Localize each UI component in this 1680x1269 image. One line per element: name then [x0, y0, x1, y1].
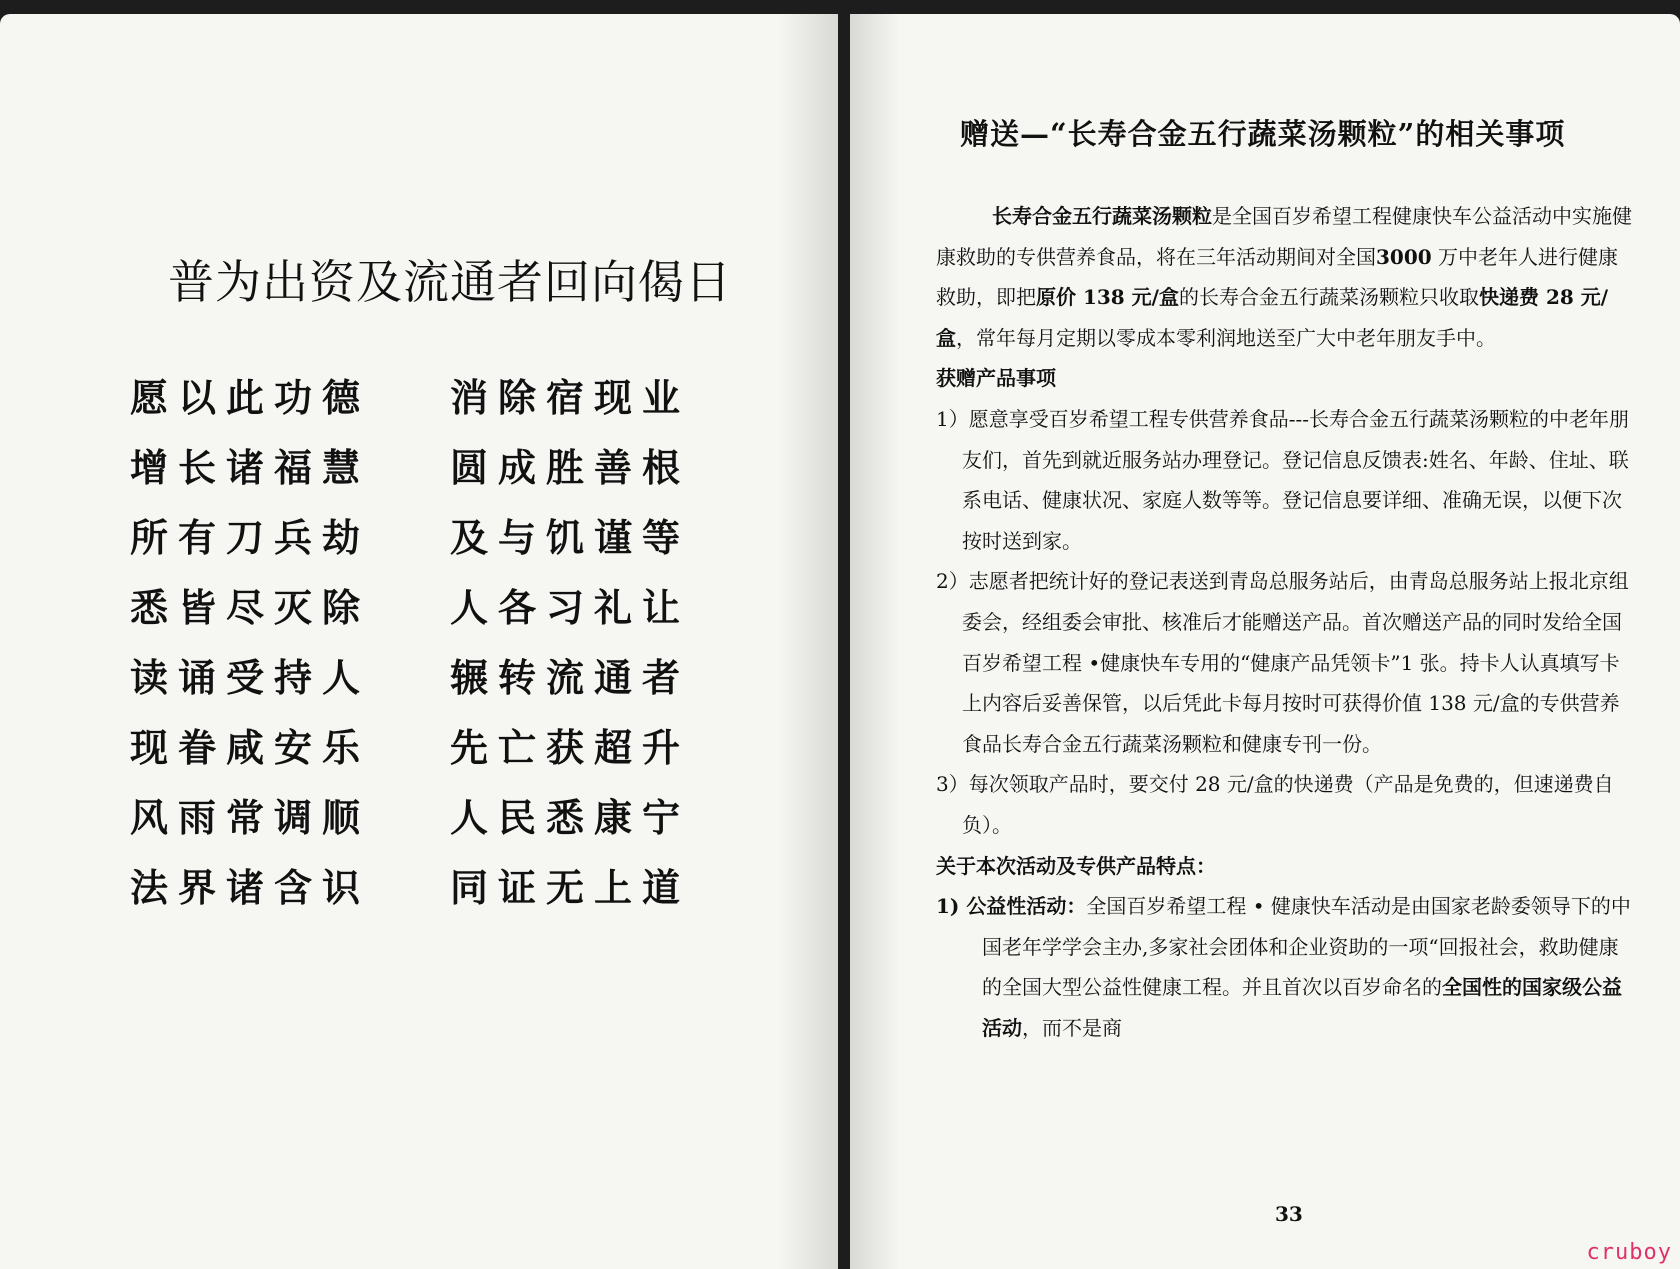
verse-row [130, 639, 730, 709]
left-page [0, 14, 838, 1269]
section-heading: 获赠产品事项 [936, 366, 1056, 391]
original-price: 原价 138 元/盒 [1036, 285, 1179, 310]
spine-shadow [850, 14, 900, 1269]
list-item: 2）志愿者把统计好的登记表送到青岛总服务站后，由青岛总服务站上报北京组委会，经组委会审批、核准后才能赠送产品。首次赠送产品的同时发给全国百岁希望工程 •健康快车专用的“健康产品凭领卡”1 张。持卡人认真填写卡上内容后妥善保管，以后凭此卡每月按时可获得价值 138 元/盒的专供营养食品长寿合金五行蔬菜汤颗粒和健康专刊一份。 [936, 569, 1629, 756]
watermark: cruboy [1586, 1240, 1672, 1265]
verse-line-right: 同证无上道 [450, 864, 691, 910]
intro-text: 是全国百岁希望工程健康快车公益活动中实施健康救助的专供营养食品，将在三年活动期间对全国 [936, 204, 1632, 269]
verse-line-right: 人各习礼让 [450, 584, 691, 630]
list-item: 1）愿意享受百岁希望工程专供营养食品---长寿合金五行蔬菜汤颗粒的中老年朋友们，首先到就近服务站办理登记。登记信息反馈表:姓名、年龄、住址、联系电话、健康状况、家庭人数等等。登记信息要详细、准确无误，以便下次按时送到家。 [936, 406, 1629, 553]
verse-line-right: 消除宿现业 [450, 374, 691, 420]
verse-line-right: 圆成胜善根 [450, 444, 691, 490]
verse-line-left: 法界诸含识 [130, 864, 371, 910]
verse-line-left: 悉皆尽灭除 [130, 584, 371, 630]
product-name: 长寿合金五行蔬菜汤颗粒 [992, 204, 1212, 228]
verse-row [130, 359, 730, 429]
verse-grid [130, 359, 730, 919]
count: 3000 [1376, 244, 1432, 269]
verse-row [130, 849, 730, 919]
page-title: 赠送—“长寿合金五行蔬菜汤颗粒”的相关事项 [960, 117, 1566, 151]
page-number: 33 [1275, 1202, 1303, 1226]
right-page [850, 14, 1680, 1269]
verse-line-left: 读诵受持人 [130, 654, 371, 700]
verse-title: 普为出资及流通者回向偈日 [168, 255, 732, 309]
verse-row [130, 569, 730, 639]
verse-line-right: 人民悉康宁 [450, 794, 691, 840]
list-item: 3）每次领取产品时，要交付 28 元/盒的快递费（产品是免费的，但速递费自负）。 [936, 772, 1614, 837]
verse-line-left: 愿以此功德 [130, 374, 371, 420]
verse-row [130, 429, 730, 499]
delivery-fee: 快递费 28 元/盒 [936, 285, 1609, 350]
verse-row [130, 499, 730, 569]
section-heading: 关于本次活动及专供产品特点： [936, 853, 1216, 878]
item-emphasis: 全国性的国家级公益活动 [982, 975, 1622, 1040]
intro-text: 万中老年人进行健康救助，即把 [936, 244, 1619, 310]
intro-text: ，常年每月定期以零成本零利润地送至广大中老年朋友手中。 [956, 325, 1496, 350]
item-label: 1) 公益性活动： [936, 894, 1087, 919]
verse-line-left: 增长诸福慧 [130, 444, 371, 490]
verse-line-left: 现眷咸安乐 [130, 724, 371, 770]
verse-line-right: 先亡获超升 [450, 724, 691, 770]
verse-line-right: 辗转流通者 [450, 654, 691, 700]
intro-text: 的长寿合金五行蔬菜汤颗粒只收取 [1178, 285, 1479, 310]
verse-line-left: 所有刀兵劫 [130, 514, 371, 560]
spine-shadow [778, 14, 838, 1269]
verse-row [130, 779, 730, 849]
list-item [936, 886, 1632, 1048]
item-text: 全国百岁希望工程 • 健康快车活动是由国家老龄委领导下的中国老年学学会主办,多家社会团体和企业资助的一项“回报社会，救助健康的全国大型公益性健康工程。并且首次以百岁命名的 [982, 894, 1631, 1000]
item-text: ，而不是商 [1022, 1015, 1122, 1040]
verse-line-left: 风雨常调顺 [130, 794, 371, 840]
page-body [936, 196, 1632, 1048]
verse-row [130, 709, 730, 779]
verse-line-right: 及与饥谨等 [450, 514, 691, 560]
intro-paragraph [936, 196, 1632, 358]
